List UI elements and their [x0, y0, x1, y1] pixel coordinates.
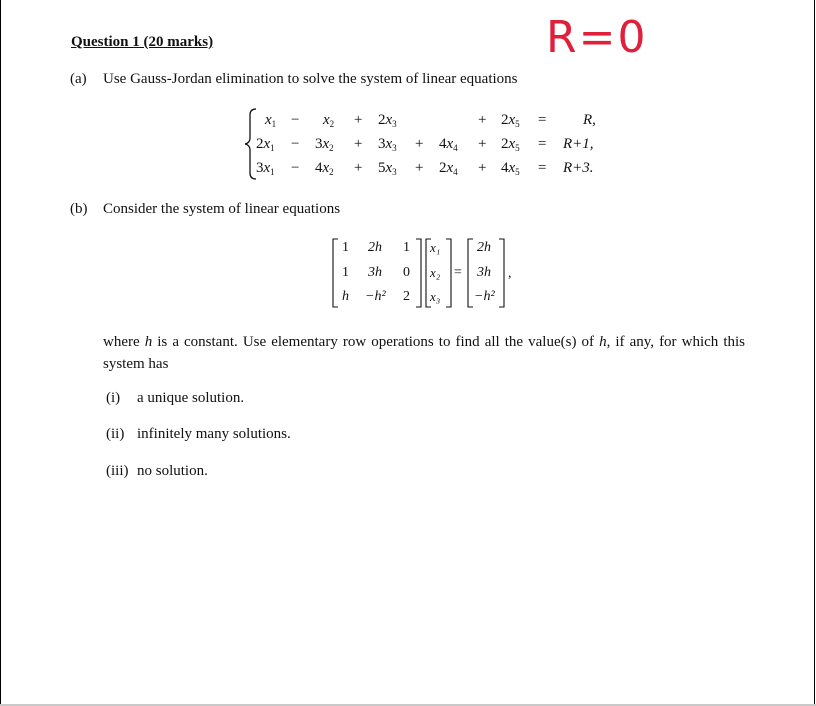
- term-x4: $2x_4$: [439, 160, 458, 177]
- sub-item-label: (iii): [106, 463, 129, 479]
- part-b-label: (b): [70, 201, 88, 217]
- term-x4: $4x_4$: [439, 136, 458, 153]
- part-a-instruction: Use Gauss-Jordan elimination to solve the system of linear equations: [103, 71, 518, 87]
- matrix-cell: 3h: [368, 265, 382, 280]
- equals-sign: =: [454, 265, 462, 280]
- sub-item-text: a unique solution.: [137, 390, 245, 406]
- part-b-instruction: Consider the system of linear equations: [103, 201, 341, 217]
- vector-cell: x₁: [430, 240, 441, 255]
- vector-cell: 3h: [477, 265, 491, 280]
- vector-cell: x₃: [430, 289, 441, 304]
- vector-cell: x₂: [430, 265, 441, 280]
- matrix-cell: 1: [342, 265, 349, 280]
- term-x2: $4x_2$: [315, 160, 334, 177]
- term-x1: $3x_1$: [256, 160, 275, 177]
- matrix-cell: 1: [342, 240, 349, 255]
- term-x5: $4x_5$: [501, 160, 520, 177]
- operator: +: [478, 112, 487, 128]
- part-a-label: (a): [70, 71, 87, 87]
- sub-item-label: (ii): [106, 426, 125, 442]
- sub-item-text: infinitely many solutions.: [137, 426, 291, 442]
- term-x5: $2x_5$: [501, 112, 520, 129]
- operator: +: [354, 112, 363, 128]
- operator: +: [415, 160, 424, 176]
- term-x1: $2x_1$: [256, 136, 275, 153]
- equals-sign: =: [538, 112, 547, 128]
- page-border-right: [814, 0, 815, 706]
- trailing-comma: ,: [508, 266, 512, 281]
- equals-sign: =: [538, 160, 547, 176]
- matrix-cell: 0: [403, 265, 410, 280]
- vector-cell: 2h: [477, 240, 491, 255]
- part-b-description: where h is a constant. Use elementary row operations to find all the value(s) of h, if any, for which this system has: [103, 334, 745, 372]
- rhs-value: R,: [583, 112, 596, 128]
- vector-cell: −h²: [474, 289, 495, 304]
- term-x3: $3x_3$: [378, 136, 397, 153]
- operator: +: [415, 136, 424, 152]
- rhs-value: R+1,: [563, 136, 594, 152]
- operator: +: [354, 160, 363, 176]
- operator: −: [291, 112, 300, 128]
- matrix-cell: −h²: [365, 289, 386, 304]
- operator: −: [291, 136, 300, 152]
- matrix-cell: 1: [403, 240, 410, 255]
- term-x5: $2x_5$: [501, 136, 520, 153]
- term-x2: $x_2$: [323, 112, 335, 129]
- equals-sign: =: [538, 136, 547, 152]
- sub-item-label: (i): [106, 390, 121, 406]
- operator: +: [478, 160, 487, 176]
- operator: +: [354, 136, 363, 152]
- term-x3: $5x_3$: [378, 160, 397, 177]
- handwritten-annotation: R=0: [546, 12, 648, 63]
- rhs-value: R+3.: [563, 160, 594, 176]
- question-title: Question 1 (20 marks): [71, 34, 214, 50]
- term-x2: $3x_2$: [315, 136, 334, 153]
- page-border-left: [0, 0, 1, 706]
- term-x1: $x_1$: [265, 112, 277, 129]
- operator: +: [478, 136, 487, 152]
- matrix-cell: 2: [403, 289, 410, 304]
- operator: −: [291, 160, 300, 176]
- sub-item-text: no solution.: [137, 463, 208, 479]
- term-x3: $2x_3$: [378, 112, 397, 129]
- matrix-cell: 2h: [368, 240, 382, 255]
- matrix-cell: h: [342, 289, 349, 304]
